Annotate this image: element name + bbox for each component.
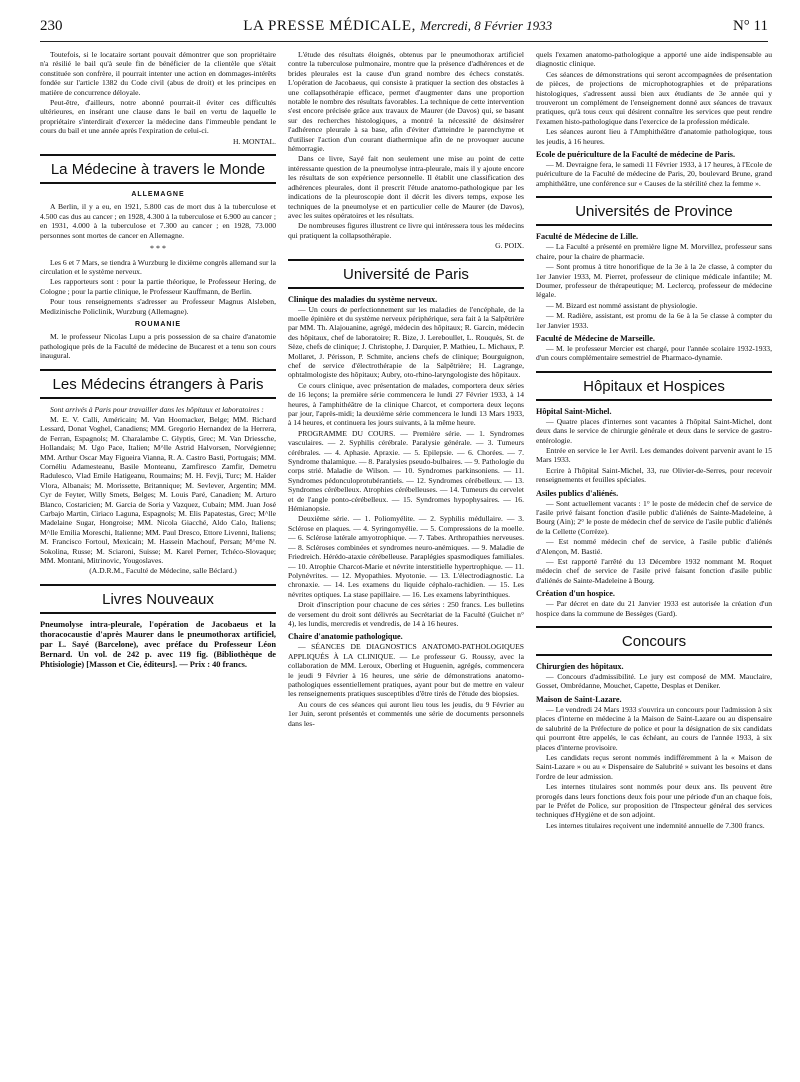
country-heading: ALLEMAGNE	[131, 191, 185, 199]
section-title: La Médecine à travers le Monde	[40, 154, 276, 184]
country-heading: ROUMANIE	[134, 320, 182, 328]
issue-number: N° 11	[732, 18, 768, 34]
paragraph: Les candidats reçus seront nommés indifféremment à la « Maison de Saint-Lazare » ou au « Dispensaire de Salubrité » suivant les besoins et dans l'ordre de leur admission.	[536, 752, 772, 781]
paragraph: Les internes titulaires sont nommés pour deux ans. Ils peuvent être prorogés dans leurs fonctions deux fois pour une période d'un an chaque fois, par le Préfet de Police, sur proposition de l'Inspecteur général des services techniques d'Hygiène et de son adjoint.	[536, 782, 772, 820]
section-title: Concours	[536, 626, 772, 656]
signature: (A.D.R.M., Faculté de Médecine, salle Béclard.)	[89, 566, 237, 576]
paragraph: Les rapporteurs sont : pour la partie théorique, le Professeur Hering, de Cologne ; pour la partie clinique, le Professeur Kauffmann, de Berlin.	[40, 277, 276, 296]
paragraph: quels l'examen anatomo-pathologique a apporté une aide indispensable au diagnostic clinique.	[536, 50, 772, 69]
paragraph: — Est nommé médecin chef de service, à l'asile public d'aliénés d'Alençon, M. Bastié.	[536, 537, 772, 556]
paragraph: PROGRAMME DU COURS. — Première série. — 1. Syndromes vasculaires. — 2. Syphilis cérébrale. Paralysie générale. — 3. Tumeurs cérébrales. — 4. Aphasie. Apraxie. — 5. Epilepsie. — 6. Chorées. — 7. Syndrome thalamique. — 8. Paralysies pseudo-bulbaires. — 9. Pathologie du corps strié. Maladie de Wilson. — 10. Syndromes parkinsoniens. — 11. Syndromes pédonculoprotubérantiels. — 12. Syndromes cérébelleux. — 13. Syndromes cérébelleux. Atrophies cérébelleuses. — 14. Tumeurs du cervelet et de l'angle ponto-cérébelleux. — 15. Syndromes hypophysaires. — 16. Hémianopsie.	[288, 428, 524, 514]
section-title: Livres Nouveaux	[40, 584, 276, 614]
item-title: Faculté de Médecine de Marseille.	[536, 333, 655, 343]
item-title: Maison de Saint-Lazare.	[536, 694, 622, 704]
paragraph: — M. Devraigne fera, le samedi 11 Février 1933, à 17 heures, à l'Ecole de puériculture de la Faculté de médecine de Paris, 20, boulevard Brune, grand amphithéâtre, une conférence sur « Causes de la stérilité chez la femme ».	[536, 160, 772, 188]
paragraph: Peut-être, d'ailleurs, notre abonné pourrait-il éviter ces difficultés ultérieures, en insérant une clause dans le bail en vertu de laquelle le propriétaire s'interdirait d'exercer la médecine dans l'immeuble pendant le cours du bail et une année après l'expiration de celui-ci.	[40, 98, 276, 136]
item-title: Chirurgien des hôpitaux.	[536, 662, 624, 672]
item-title: Clinique des maladies du système nerveux.	[288, 294, 438, 304]
paragraph: Toutefois, si le locataire sortant pouvait démontrer que son propriétaire n'a résilié le bail qu'à seule fin de bénéficier de la clientèle que s'était constituée son confrère, il pourrait intenter une action en dommages-intérêts fondée sur l'article 1382 du Code civil (abus de droit) et les principes en matière de concurrence déloyale.	[40, 50, 276, 97]
paragraph: — La Faculté a présenté en première ligne M. Morvillez, professeur sans chaire, pour la chaire de pharmacie.	[536, 242, 772, 261]
paragraph: Deuxième série. — 1. Poliomyélite. — 2. Syphilis médullaire. — 3. Sclérose en plaques. — 4. Syringomyélie. — 5. Compressions de la moelle. — 6. Sclérose latérale amyotrophique. — 7. Tabes. Arthropathies nerveuses. — 8. Scléroses combinées et syndromes neuro-anémiques. — 9. Maladie de Friedreich. Hérédo-ataxie cérébelleuse. Paraplégies spasmodiques familiales. — 10. Atrophie Charcot-Marie et névrite interstitielle hypertrophique. — 11. Polynévrites. — 12. Myopathies. Myotonie. — 13. L'électrodiagnostic. La chronaxie. — 14. Les examens du liquide céphalo-rachidien. — 15. Les névrites optiques. La stase papillaire. — 16. Les examens labyrinthiques.	[288, 514, 524, 599]
section-title: Les Médecins étrangers à Paris	[40, 369, 276, 399]
paragraph: — M. Radière, assistant, est promu de la 6e à la 5e classe à compter du 1er Janvier 1933.	[536, 311, 772, 330]
column-1	[40, 50, 276, 1070]
paragraph: — SÉANCES DE DIAGNOSTICS ANATOMO-PATHOLOGIQUES APPLIQUÉS À LA CLINIQUE. — Le professeur G. Roussy, avec la collaboration de MM. Leroux, Oberling et Huguenin, agrégés, commencera le jeudi 9 Février à 16 heures, une série de démonstrations anatomo-pathologiques essentiellement pratiques, ayant pour but de mettre en valeur les renseignements pratiques susceptibles d'être tirés de l'étude des biopsies.	[288, 642, 524, 699]
paragraph: Dans ce livre, Sayé fait non seulement une mise au point de cette intéressante question de la pneumolyse intra-pleurale, mais il y ajoute encore les résultats de son expérience personnelle. Il établit une classification des adhérences pleurales, dont il prescrit l'étude anatomo-pathologique par les indications de la pleuroscopie dont il décrit les divers temps, expose les techniques de la pneumolyse et en particulier celle de Maurer (de Davos), avec les suites opératoires et les résultats.	[288, 154, 524, 220]
paragraph: — Est rapporté l'arrêté du 13 Décembre 1932 nommant M. Roquet médecin chef de service de l'asile privé faisant fonction d'asile public d'aliénés de Sainte-Madeleine à Bourg.	[536, 557, 772, 585]
paragraph: L'étude des résultats éloignés, obtenus par le pneumothorax artificiel contre la tuberculose pulmonaire, montre que la présence d'adhérences et de brides pleurales est la cause d'un grand nombre des échecs constatés. L'opération de Jacobaeus, qui consiste à pratiquer la section des obstacles à une collapsothérapie efficace, permet d'augmenter dans une proportion notable le nombre des résultats favorables. La technique de cette intervention s'est encore précisée grâce aux travaux de Maurer (de Davos) qui, se basant sur des recherches histologiques, a montré la nécessité de désinsérer l'adhérence pleurale à sa base, afin d'éviter d'atteindre le parenchyme et d'utiliser l'action d'un courant diathermique afin de ne provoquer aucune hémorragie.	[288, 50, 524, 154]
page-header	[40, 18, 768, 42]
article-columns	[40, 50, 772, 1070]
paragraph: Ce cours clinique, avec présentation de malades, comportera deux séries de 16 leçons; la première série commencera le lundi 27 Février 1933, à 14 heures, à l'amphithéâtre de la clinique Charcot, et comportera deux leçons par jour, l'après-midi; la deuxième série commencera le lundi 13 Mars 1933, à 14 heures, et continuera les jours suivants, à la même heure.	[288, 380, 524, 428]
section-title: Hôpitaux et Hospices	[536, 371, 772, 401]
paragraph: — Un cours de perfectionnement sur les maladies de l'encéphale, de la moelle épinière et du système nerveux périphérique, sera fait à la Salpêtrière par MM. Th. Alajouanine, agrégé, médecin des hôpitaux; R. Garcin, médecin des hôpitaux, chef de laboratoire; R. Bize, J. Lereboullet, L. Rouquès, St. de Sèze, chefs de clinique; J. Christophe, J. Darquier, P. Mathieu, L. Michaux, P. Mollaret, J. Périsson, P. Schmite, anciens chefs de clinique; Bourguignon, chef de service d'électrothérapie de la Salpêtrière; H. Lagrange, ophtalmologiste des hôpitaux; Aubry, oto-rhino-laryngologiste des hôpitaux.	[288, 304, 524, 380]
paragraph: Ces séances de démonstrations qui seront accompagnées de présentation de pièces, de projections de microphotographies et de préparations histologiques, s'adressent aussi bien aux étudiants de 3e année qui y trouveront un complément de l'enseignement donné aux séances de travaux pratiques, qu'à tous ceux qui désirent connaître les services que peut rendre l'examen histo-pathologique dans l'exercice de la profession médicale.	[536, 69, 772, 126]
paragraph: — Sont actuellement vacants : 1° le poste de médecin chef de service de l'asile privé faisant fonction d'asile public d'aliénés de Sainte-Madeleine, à Bourg (Ain); 2° le poste de médecin chef de service de l'asile public d'aliénés de la Cellette (Corrèze).	[536, 498, 772, 536]
paragraph: M. E. V. Calli, Américain; M. Van Hoomacker, Belge; MM. Richard Lessard, Donat Voghel, Canadiens; MM. Gregorio Hernandez de la Herrera, de Ferran, Espagnols; M. Charalambe C. Glyptis, Grec; M. Van Driessche, Hollandais; M. Ugo Pace, Italien; M^lle Astrid Halvorsen, Norvégienne; MM. Arthur Oscar May Figueira Vianna, R. A. Castro Basti, Portugais; MM. Cornéliu Adamesteanu, Basile Monteanu, Zamfiresco Zamfir, Demetru Radulesco, Vlad Emile Hatigeanu, Roumains; M. H. Fevji, Turc; M. Haïder Vlora, Albanais; M. Morissette, Britannique; M. Sevlever, Argentin; MM. Cyr de Feyter, Willy Smets, Belges; M. Louis Paré, Canadien; M. Arturo Blanco, Costaricien; M. Garcia de Soria y Vazquez, Cubain; MM. Juan José Carbajo Martin, Ciriaco Laguna, Espagnols; M. Elis Papatestas, Grec; M^lle Madelaine Sugar, Hongroise; MM. Nicola Giacché, Aldo Calo, Italiens; M^lle Emilia Moreschi, Italienne; MM. Paul Dresco, Ettore Livenni, Italiens; M. Francisco Fortoul, Mexicain; M. Hassein Machouf, Persan; M^me N. Sokolina, Russe; M. Sciaroni, Suisse; M. Karel Perner, Tchéco-Slovaque; MM. Montani, Mitrinovic, Yougoslaves.	[40, 414, 276, 566]
column-2	[288, 50, 524, 1070]
signature: H. MONTAL.	[232, 136, 276, 146]
paragraph: — Quatre places d'internes sont vacantes à l'hôpital Saint-Michel, dont deux dans le service de chirurgie générale et deux dans le service de gastro-entérologie.	[536, 416, 772, 445]
item-title: Faculté de Médecine de Lille.	[536, 232, 639, 242]
item-title: Création d'un hospice.	[536, 589, 615, 599]
item-title: Asiles publics d'aliénés.	[536, 488, 619, 498]
item-title: Ecole de puériculture de la Faculté de médecine de Paris.	[536, 150, 736, 160]
book-entry: Pneumolyse intra-pleurale, l'opération de Jacobaeus et la thoracocaustie d'après Maurer dans le pneumothorax artificiel, par L. Sayé (Barcelone), avec préface du Professeur Léon Bernard. Un vol. de 242 p. avec 119 fig. (Bibliothèque de Phtisiologie) [Masson et Cie, éditeurs]. — Prix : 40 francs.	[40, 619, 276, 669]
paragraph: — Par décret en date du 21 Janvier 1933 est autorisée la création d'un hospice dans la commune de Bessèges (Gard).	[536, 599, 772, 618]
paragraph: Pour tous renseignements s'adresser au Professeur Magnus Alsleben, Medizinische Policlinik, Wurzburg (Allemagne).	[40, 297, 276, 316]
paragraph: Au cours de ces séances qui auront lieu tous les jeudis, du 9 Février au 1er Juin, seront présentés et commentés une série de documents personnels dans les-	[288, 699, 524, 728]
separator-stars: * * *	[150, 244, 166, 254]
item-title: Chaire d'anatomie pathologique.	[288, 632, 403, 642]
paragraph: — Concours d'admissibilité. Le jury est composé de MM. Mauclaire, Gosset, Ombrédanne, Mouchet, Capette, Desplas et Deniker.	[536, 672, 772, 691]
item-title: Hôpital Saint-Michel.	[536, 406, 612, 416]
paragraph: Sont arrivés à Paris pour travailler dans les hôpitaux et laboratoires :	[50, 404, 264, 414]
journal-name: LA PRESSE MÉDICALE,	[243, 18, 416, 34]
signature: G. POIX.	[495, 241, 524, 251]
paragraph: Les séances auront lieu à l'Amphithéâtre d'anatomie pathologique, tous les jeudis, à 16 heures.	[536, 127, 772, 146]
paragraph: — M. le professeur Mercier est chargé, pour l'année scolaire 1932-1933, d'un cours complémentaire semestriel de Pharmaco-dynamie.	[536, 343, 772, 363]
page-number: 230	[40, 18, 63, 34]
paragraph: — Sont promus à titre honorifique de la 3e à la 2e classe, à compter du 1er Janvier 1933, M. Pierret, professeur de clinique médicale infantile; M. Doumer, professeur de thérapeutique; M. Leclercq, professeur de médecine légale.	[536, 262, 772, 300]
paragraph: A Berlin, il y a eu, en 1921, 5.800 cas de mort dus à la tuberculose et 4.500 cas dus au cancer ; en 1928, 4.300 à la tuberculose et 6.900 au cancer ; en 1931, 4.000 à la tuberculose et 7.300 au cancer ; en 1928, 73.000 personnes sont mortes de cancer en Allemagne.	[40, 202, 276, 240]
paragraph: Les internes titulaires reçoivent une indemnité annuelle de 7.300 francs.	[546, 820, 765, 830]
section-title: Universités de Province	[536, 196, 772, 226]
paragraph: Entrée en service le 1er Avril. Les demandes doivent parvenir avant le 15 Mars 1933.	[536, 445, 772, 465]
paragraph: Droit d'inscription pour chacune de ces séries : 250 francs. Les bulletins de versement du droit sont délivrés au Secrétariat de la Faculté (Guichet n° 4), les lundis, mercredis et vendredis, de 14 à 16 heures.	[288, 600, 524, 628]
paragraph: M. le professeur Nicolas Lupu a pris possession de sa chaire d'anatomie pathologique près de la Faculté de médecine de Bucarest et a tenu son cours inaugural.	[40, 332, 276, 361]
journal-title	[243, 18, 552, 35]
paragraph: Les 6 et 7 Mars, se tiendra à Wurzburg le dixième congrès allemand sur la circulation et le système nerveux.	[40, 257, 276, 276]
paragraph: Ecrire à l'hôpital Saint-Michel, 33, rue Olivier-de-Serres, pour recevoir renseignements et feuilles spéciales.	[536, 465, 772, 485]
issue-date: Mercredi, 8 Février 1933	[420, 18, 553, 33]
section-title: Université de Paris	[288, 259, 524, 289]
column-3	[536, 50, 772, 1070]
paragraph: — Le vendredi 24 Mars 1933 s'ouvrira un concours pour l'admission à six places d'interne en médecine à la Maison de Saint-Lazare ou au dispensaire de salubrité de la Préfecture de police et pour la désignation de six candidats qui pourront être appelés, le cas échéant, au cours de l'année 1933, à six places d'interne provisoire.	[536, 704, 772, 752]
paragraph: — M. Bizard est nommé assistant de physiologie.	[546, 300, 698, 310]
paragraph: De nombreuses figures illustrent ce livre qui intéressera tous les médecins qui pratiquent la collapsothérapie.	[288, 221, 524, 240]
